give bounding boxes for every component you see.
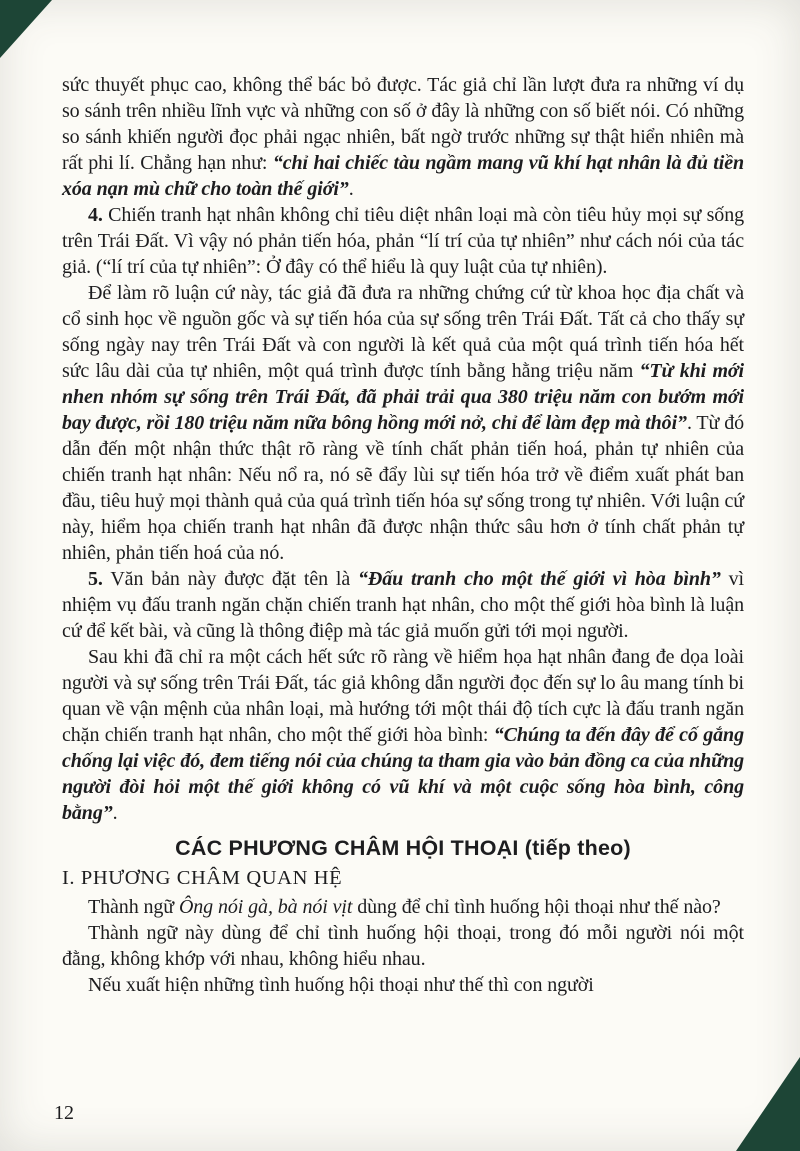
text-run: dùng để chỉ tình huống hội thoại như thế nào? (352, 896, 721, 918)
text-run: Văn bản này được đặt tên là (102, 568, 358, 590)
scan-corner-bottom-right (736, 1057, 800, 1151)
paragraph (62, 894, 744, 920)
paragraph (62, 972, 744, 998)
text-run: . (348, 178, 354, 200)
section-heading: CÁC PHƯƠNG CHÂM HỘI THOẠI (tiếp theo) (175, 836, 631, 860)
text-run: “Từ khi mới nhen nhóm sự sống trên Trái Đất, đã phải trải qua 380 triệu năm con bướm mới bay được, rồi 180 triệu năm nữa bông hồng mới nở, chỉ để làm đẹp mà thôi” (62, 360, 744, 434)
text-run: . Từ đó dẫn đến một nhận thức thật rõ ràng về tính chất phản tiến hoá, phản tự nhiên của chiến tranh hạt nhân: Nếu nổ ra, nó sẽ đẩy lùi sự tiến hóa trở về điểm xuất phát ban đầu, tiêu huỷ mọi thành quả của quá trình tiến hóa sự sống trong tự nhiên. Với luận cứ này, hiểm họa chiến tranh hạt nhân đã được nhận thức sâu hơn ở tính chất phản tự nhiên, phản tiến hoá của nó. (62, 412, 744, 564)
text-run: 5. (88, 568, 103, 590)
text-run: . (112, 802, 118, 824)
text-run: Để làm rõ luận cứ này, tác giả đã đưa ra những chứng cứ từ khoa học địa chất và cổ sinh học về nguồn gốc và sự tiến hóa của sự sống trên Trái Đất. Tất cả cho thấy sự sống ngày nay trên Trái Đất và con người là kết quả của một quá trình tiến hóa hết sức lâu dài của tự nhiên, một quá trình được tính bằng hằng triệu năm (62, 282, 744, 382)
paragraph (62, 202, 744, 280)
text-run: 4. (88, 204, 103, 226)
text-run: Nếu xuất hiện những tình huống hội thoại như thế thì con người (88, 974, 594, 996)
sub-heading: I. PHƯƠNG CHÂM QUAN HỆ (62, 867, 343, 889)
page-number: 12 (54, 1102, 74, 1124)
paragraph (62, 280, 744, 566)
text-run: “Chúng ta đến đây để cố gắng chống lại việc đó, đem tiếng nói của chúng ta tham gia vào bản đồng ca của những người đòi hỏi một thế giới không có vũ khí và một cuộc sống hòa bình, công bằng” (62, 724, 744, 824)
text-run: Sau khi đã chỉ ra một cách hết sức rõ ràng về hiểm họa hạt nhân đang đe dọa loài người và sự sống trên Trái Đất, tác giả không dẫn người đọc đến sự lo âu mang tính bi quan về vận mệnh của nhân loại, mà hướng tới một thái độ tích cực là đấu tranh ngăn chặn chiến tranh hạt nhân, cho một thế giới hòa bình: (62, 646, 744, 746)
text-run: sức thuyết phục cao, không thể bác bỏ được. Tác giả chỉ lần lượt đưa ra những ví dụ so sánh trên nhiều lĩnh vực và những con số ở đây là những con số biết nói. Có những so sánh khiến người đọc phải ngạc nhiên, bất ngờ trước những sự thật hiển nhiên mà rất phi lí. Chẳng hạn như: (62, 74, 744, 174)
paragraph (62, 566, 744, 644)
page-content (62, 72, 744, 998)
text-run: vì nhiệm vụ đấu tranh ngăn chặn chiến tranh hạt nhân, cho một thế giới hòa bình là luận cứ để kết bài, và cũng là thông điệp mà tác giả muốn gửi tới mọi người. (62, 568, 744, 642)
text-run: “chỉ hai chiếc tàu ngầm mang vũ khí hạt nhân là đủ tiền xóa nạn mù chữ cho toàn thế giới” (62, 152, 745, 200)
text-run: Thành ngữ (88, 896, 179, 918)
scan-corner-top-left (0, 0, 52, 58)
paragraph (62, 644, 744, 826)
text-run: Ông nói gà, bà nói vịt (178, 896, 353, 918)
text-run: Thành ngữ này dùng để chỉ tình huống hội thoại, trong đó mỗi người nói một đằng, không khớp với nhau, không hiểu nhau. (62, 922, 744, 970)
paragraph (62, 920, 744, 972)
text-run: Chiến tranh hạt nhân không chỉ tiêu diệt nhân loại mà còn tiêu hủy mọi sự sống trên Trái Đất. Vì vậy nó phản tiến hóa, phản “lí trí của tự nhiên” như cách nói của tác giả. (“lí trí của tự nhiên”: Ở đây có thể hiểu là quy luật của tự nhiên). (62, 204, 744, 278)
text-run: “Đấu tranh cho một thế giới vì hòa bình” (357, 568, 721, 590)
paragraph (62, 72, 744, 202)
